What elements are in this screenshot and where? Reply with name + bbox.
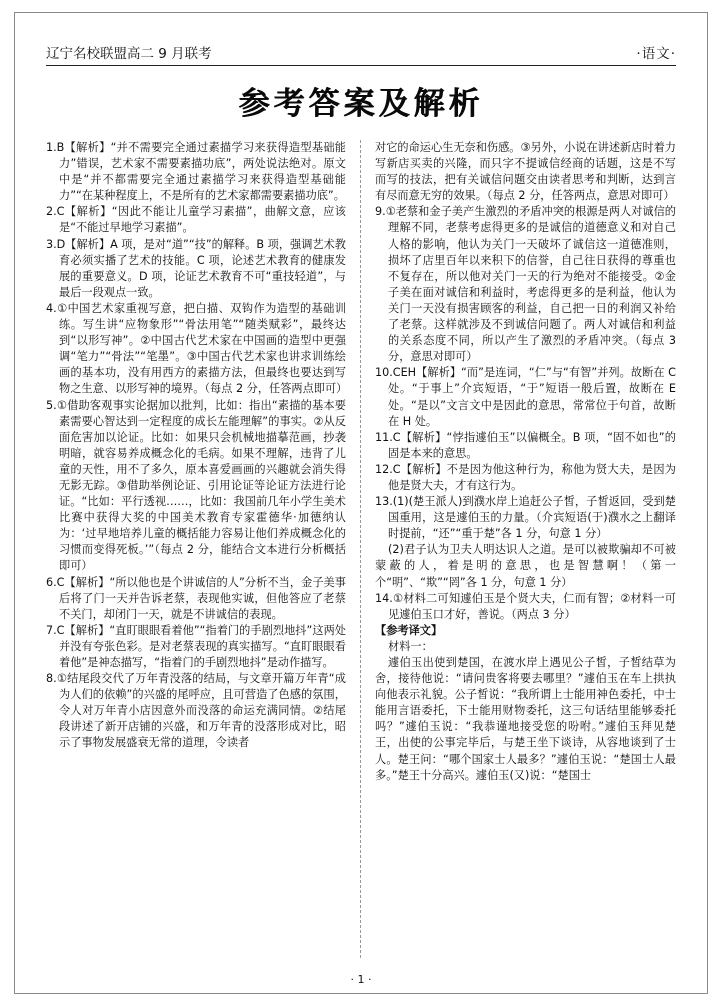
answer-item: 5.①借助客观事实论据加以批判，比如：指出“素描的基本要素需要心智达到一定程度的成长左能理解”的事实。②从反面危害加以论证。比如：如果只会机械地描摹范画，抄袭明暗，就容易养成概念化的毛病。如果不理解，违背了儿童的天性，用不了多久，原本喜爱画画的兴趣就会消失得无影无踪。③借助举例论证、引用论证等论证方法进行论证。“比如：平行透视……，比如：我国前几年小学生美术比赛中获得大奖的中国美术教育专家霍德华·加德纳认为：‘过早地培养儿童的概括能力容易让他们养成概念化的习惯而变得死板。’”（每点 2 分，能结合文本进行分析概括即可） [46,398,346,573]
answer-item: 13.(1)(楚王派人)到濮水岸上追赶公子皙，子皙返回，受到楚国重用，这是遽伯玉的力量。（介宾短语(于)濮水之上翻译时提前，“还”“重于楚”各 1 分，句意 1 分） [375,495,676,541]
answer-item: 2.C【解析】“因此不能让儿童学习素描”，曲解文意，应该是“不能过早地学习素描”。 [46,205,346,235]
material-one-heading: 材料一： [388,639,433,653]
answer-item: 12.C【解析】不是因为他这种行为，称他为贤大夫，是因为他是贤大夫，才有这行为。 [375,462,676,492]
page-header [46,40,676,66]
answer-item: 9.①老蔡和金子美产生激烈的矛盾冲突的根源是两人对诚信的理解不同，老蔡考虑得更多的是诚信的道德意义和对自己人格的影响，他认为关门一天破坏了诚信这一道德准则，损坏了店里百年以来积下的信誉，自己往日获得的尊重也不复存在，所以他对关门一天的行为绝对不能接受。②金子美在面对诚信和利益时，考虑得更多的是利益，他认为关门一天没有损害顾客的利益，自己把一日的利润又补给了老蔡。这样就涉及不到诚信问题了。两人对诚信和利益的关系态度不同，所以产生了激烈的矛盾冲突。（每点 3 分，意思对即可） [375,205,676,364]
page-number: · 1 · [350,973,372,986]
header-subject: ·语文· [636,46,676,62]
answer-item: 14.①材料二可知遽伯玉是个贤大夫，仁而有智；②材料一可见遽伯玉口才好，善说。（两点 3 分） [375,591,676,621]
answer-item: 3.D【解析】A 项，是对“道”“技”的解释。B 项，强调艺术教育必须实播了艺术的技能。C 项，论述艺术教育的健康发展的重要意义。D 项，论证艺术教育不可“重技轻道”，与最后一段观点一致。 [46,237,346,299]
reference-translation-heading: 【参考译文】 [375,623,443,637]
page-title: 参考答案及解析 [238,86,484,122]
answer-item: 6.C【解析】“所以他也是个讲诚信的人”分析不当，金子美事后将了门一天并告诉老蔡，表现他实诚，但他答应了老蔡不关门，却闭门一天，就是不讲诚信的表现。 [46,575,346,621]
answer-item: 1.B【解析】“并不需要完全通过素描学习来获得造型基础能力”错误，艺术家不需要素描功底”，两处说法绝对。原文中是“并不都需要完全通过素描学习来获得造型基础能力”“在某种程度上，不是所有的艺术家都需要素描功底”。 [46,141,346,203]
right-column [361,140,676,958]
answer-item: 10.CEH【解析】“而”是连词，“仁”与“有智”并列。故断在 C 处。“于事上”介宾短语，“于”短语一般后置，故断在 E 处。“是以”文言文中是因此的意思，常常位于句首，故断在 H 处。 [375,366,676,428]
answer-item-continued: 对它的命运心生无奈和伤感。③另外，小说在讲述新店时着力写新店买卖的兴隆，而只字不提诚信经商的话题，这是不写而写的技法，把有关诚信问题交由读者思考和判断，达到言有尽而意无穷的效果。（每点 2 分，任答两点，意思对即可） [375,141,676,203]
translation-body: 遽伯玉出使到楚国，在渡水岸上遇见公子皙，子皙结草为舍，接待他说：“请问贵客将要去哪里？”遽伯玉在车上拱执向他表示礼貌。公子皙说：“我所谓上士能用神色委托，中士能用言语委托，下士能用财物委托，这三句话结里能够委托吗？”遽伯玉说：“我恭谨地接受您的吩咐。”遽伯玉拜见楚王，出使的公事完毕后，与楚王坐下谈诗，从容地谈到了士人。楚王问：“哪个国家士人最多？”遽伯玉说：“楚国士人最多。”楚王十分高兴。遽伯玉(又)说：“楚国士 [375,656,676,782]
answer-item: 8.①结尾段交代了万年青没落的结局，与文章开篇万年青“成为人们的依赖”的兴盛的尾呼应，且可营造了色感的氛围，令人对万年青小店因意外而没落的命运充满同情。②结尾段讲述了新开店铺的兴盛，和万年青的没落形成对比，昭示了事物发展盛衰无常的道理，令读者 [46,672,346,750]
two-column-body [46,140,676,958]
answer-item: 4.①中国艺术家重视写意，把白描、双钩作为造型的基础训练。写生讲“应物象形”“骨法用笔”“随类赋彩”，最终达到“以形写神”。②中国古代艺术家在中国画的造型中更强调“笔力”“骨法”“笔墨”。③中国古代艺术家也讲求训练绘画的基本功，没有用西方的素描方法，但最终也要达到写物之生意、以形写神的境界。（每点 2 分，任答两点即可） [46,301,348,396]
header-exam-name: 辽宁名校联盟高二 9 月联考 [46,46,212,62]
answer-item: 7.C【解析】“直盯眼眼看着他”“指着门的手剧烈地抖”这两处并没有夸张色彩。是对老蔡表现的真实描写。“直盯眼眼看着他”是神态描写，“指着门的手剧烈地抖”是动作描写。 [46,623,346,669]
left-column [46,140,361,958]
answer-item: 11.C【解析】“悖指遽伯玉”以偏概全。B 项，“固不如也”的固是本来的意思。 [375,430,676,460]
answer-item: (2)君子认为卫夫人明达识人之道。是可以被欺骗却不可被蒙蔽的人，着是明的意思，也是智慧啊！（第一个“明”、“欺”“罔”各 1 分，句意 1 分） [375,543,676,589]
